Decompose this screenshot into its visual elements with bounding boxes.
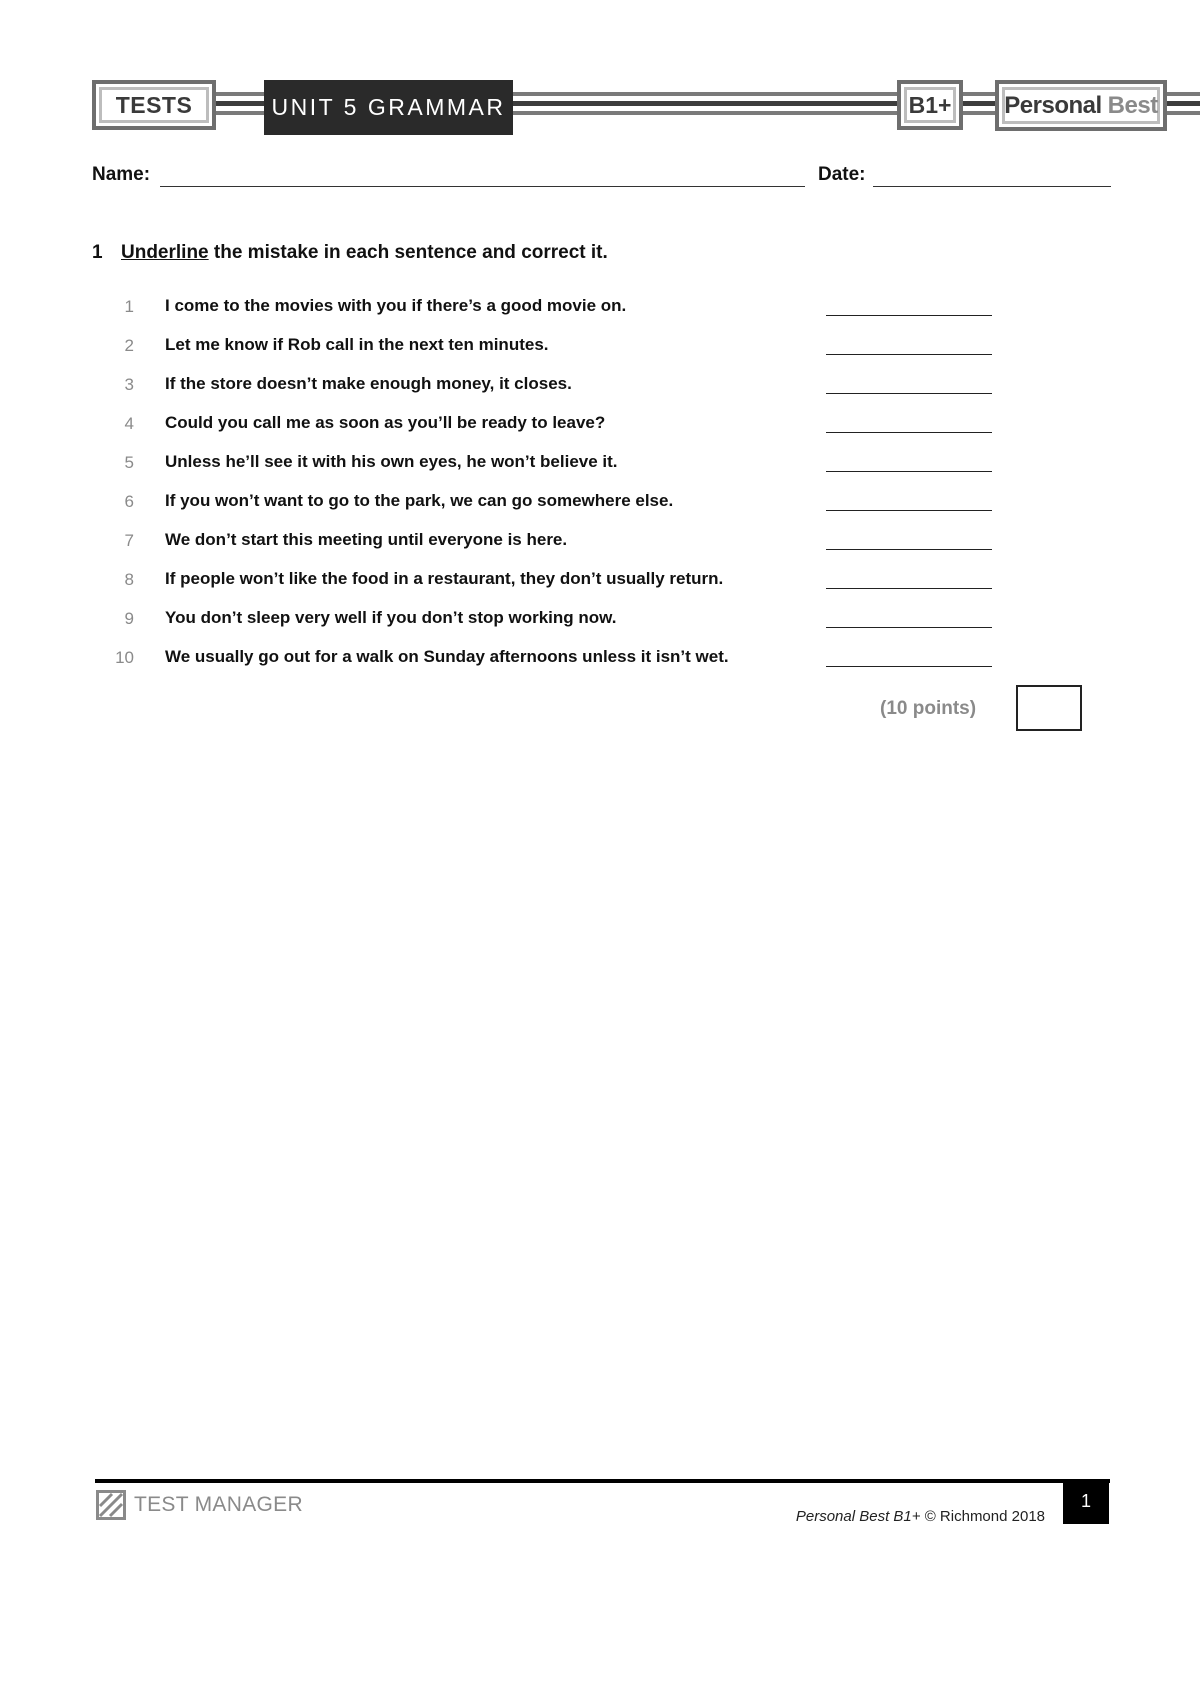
item-sentence: We usually go out for a walk on Sunday afternoons unless it isn’t wet. [165,647,729,666]
tests-label: TESTS [115,91,193,118]
copyright-title: Personal Best B1+ [795,1508,921,1525]
copyright-text: © Richmond 2018 [920,1508,1045,1525]
instruction-underlined: Underline [121,242,209,263]
level-label: B1+ [908,91,952,118]
exercise-item [92,293,1002,323]
instruction-text: the mistake in each sentence and correct it. [208,242,608,263]
date-label: Date: [818,164,866,185]
item-sentence: Could you call me as soon as you’ll be ready to leave? [165,413,606,432]
brand-secondary: Best [1107,91,1158,119]
item-number: 3 [124,375,134,394]
exercise-item [92,449,1002,479]
exercise-item [92,410,1002,440]
item-number: 7 [124,531,134,550]
item-number: 1 [124,297,134,316]
item-number: 5 [124,453,134,472]
answer-line[interactable] [826,432,992,433]
answer-line[interactable] [826,549,992,550]
exercise-item [92,371,1002,401]
score-box[interactable] [1016,685,1082,731]
unit-title: UNIT 5 GRAMMAR [271,94,506,120]
exercise-number: 1 [92,242,103,263]
page-number-box [1063,1479,1109,1524]
item-sentence: If you won’t want to go to the park, we can go somewhere else. [165,491,674,510]
exercise-heading [92,242,608,264]
exercise-item [92,488,1002,518]
item-number: 2 [124,336,134,355]
date-field[interactable] [873,186,1111,187]
level-box [897,80,963,130]
answer-line[interactable] [826,315,992,316]
page-number: 1 [1080,1491,1091,1511]
item-number: 4 [124,414,134,433]
item-number: 10 [115,648,134,667]
tests-label-box [92,80,216,130]
item-sentence: If the store doesn’t make enough money, it closes. [165,374,572,393]
brand-primary: Personal [1004,91,1102,119]
answer-line[interactable] [826,393,992,394]
item-sentence: If people won’t like the food in a restaurant, they don’t usually return. [165,569,724,588]
answer-line[interactable] [826,666,992,667]
answer-line[interactable] [826,471,992,472]
item-sentence: I come to the movies with you if there’s a good movie on. [165,296,627,315]
test-manager-logo [96,1490,303,1520]
exercise-item [92,566,1002,596]
exercise-item [92,527,1002,557]
footer-rule [95,1479,1110,1483]
answer-line[interactable] [826,627,992,628]
item-sentence: Let me know if Rob call in the next ten minutes. [165,335,549,354]
test-manager-icon [96,1490,126,1520]
item-number: 8 [124,570,134,589]
name-field[interactable] [160,186,805,187]
name-label: Name: [92,164,151,185]
item-sentence: Unless he’ll see it with his own eyes, he won’t believe it. [165,452,618,471]
copyright-notice [730,1508,1045,1525]
item-number: 9 [124,609,134,628]
unit-title-box [264,80,513,135]
answer-line[interactable] [826,588,992,589]
answer-line[interactable] [826,510,992,511]
item-number: 6 [124,492,134,511]
points-label: (10 points) [880,698,977,719]
item-sentence: You don’t sleep very well if you don’t stop working now. [165,608,617,627]
exercise-item [92,644,1002,674]
brand-logo [995,80,1167,131]
item-sentence: We don’t start this meeting until everyone is here. [165,530,568,549]
test-manager-label: TEST MANAGER [134,1493,303,1516]
exercise-item [92,605,1002,635]
exercise-item [92,332,1002,362]
answer-line[interactable] [826,354,992,355]
